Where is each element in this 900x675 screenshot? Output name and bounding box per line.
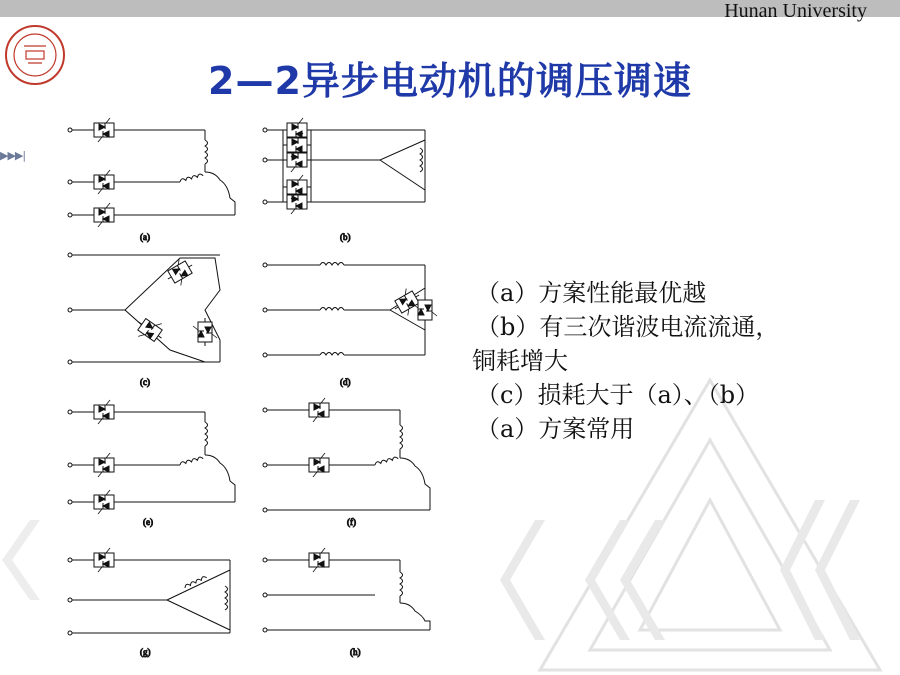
caption-h: (h): [350, 647, 361, 657]
note-line: （a）方案常用: [476, 415, 635, 443]
caption-f: (f): [347, 517, 356, 527]
university-name: Hunan University: [724, 0, 867, 22]
circuit-f: [263, 398, 430, 512]
circuit-h: [263, 548, 430, 632]
caption-b: (b): [340, 232, 351, 242]
circuit-a: [68, 118, 235, 227]
caption-c: (c): [140, 377, 150, 387]
triple-arrow-icon: ▶▶▶|: [0, 149, 26, 162]
circuit-b: [263, 118, 425, 214]
note-line: （a）方案性能最优越: [476, 279, 707, 307]
caption-a: (a): [140, 232, 150, 242]
note-line: 铜耗增大: [472, 347, 568, 375]
caption-g: (g): [140, 647, 151, 657]
circuit-c: [68, 253, 220, 364]
notes-text: [472, 276, 780, 446]
circuit-d: [263, 263, 437, 358]
caption-d: (d): [340, 377, 351, 387]
slide-title: 2—2异步电动机的调压调速: [208, 59, 692, 103]
caption-e: (e): [143, 517, 153, 527]
circuit-e: [68, 400, 235, 514]
note-line: （c）损耗大于（a）、（b）: [476, 381, 760, 409]
chevron-watermark-icon: [0, 515, 45, 605]
circuit-g: [68, 548, 230, 635]
note-line: （b）有三次谐波电流流通，: [476, 313, 780, 341]
circuit-diagrams: [55, 110, 455, 665]
